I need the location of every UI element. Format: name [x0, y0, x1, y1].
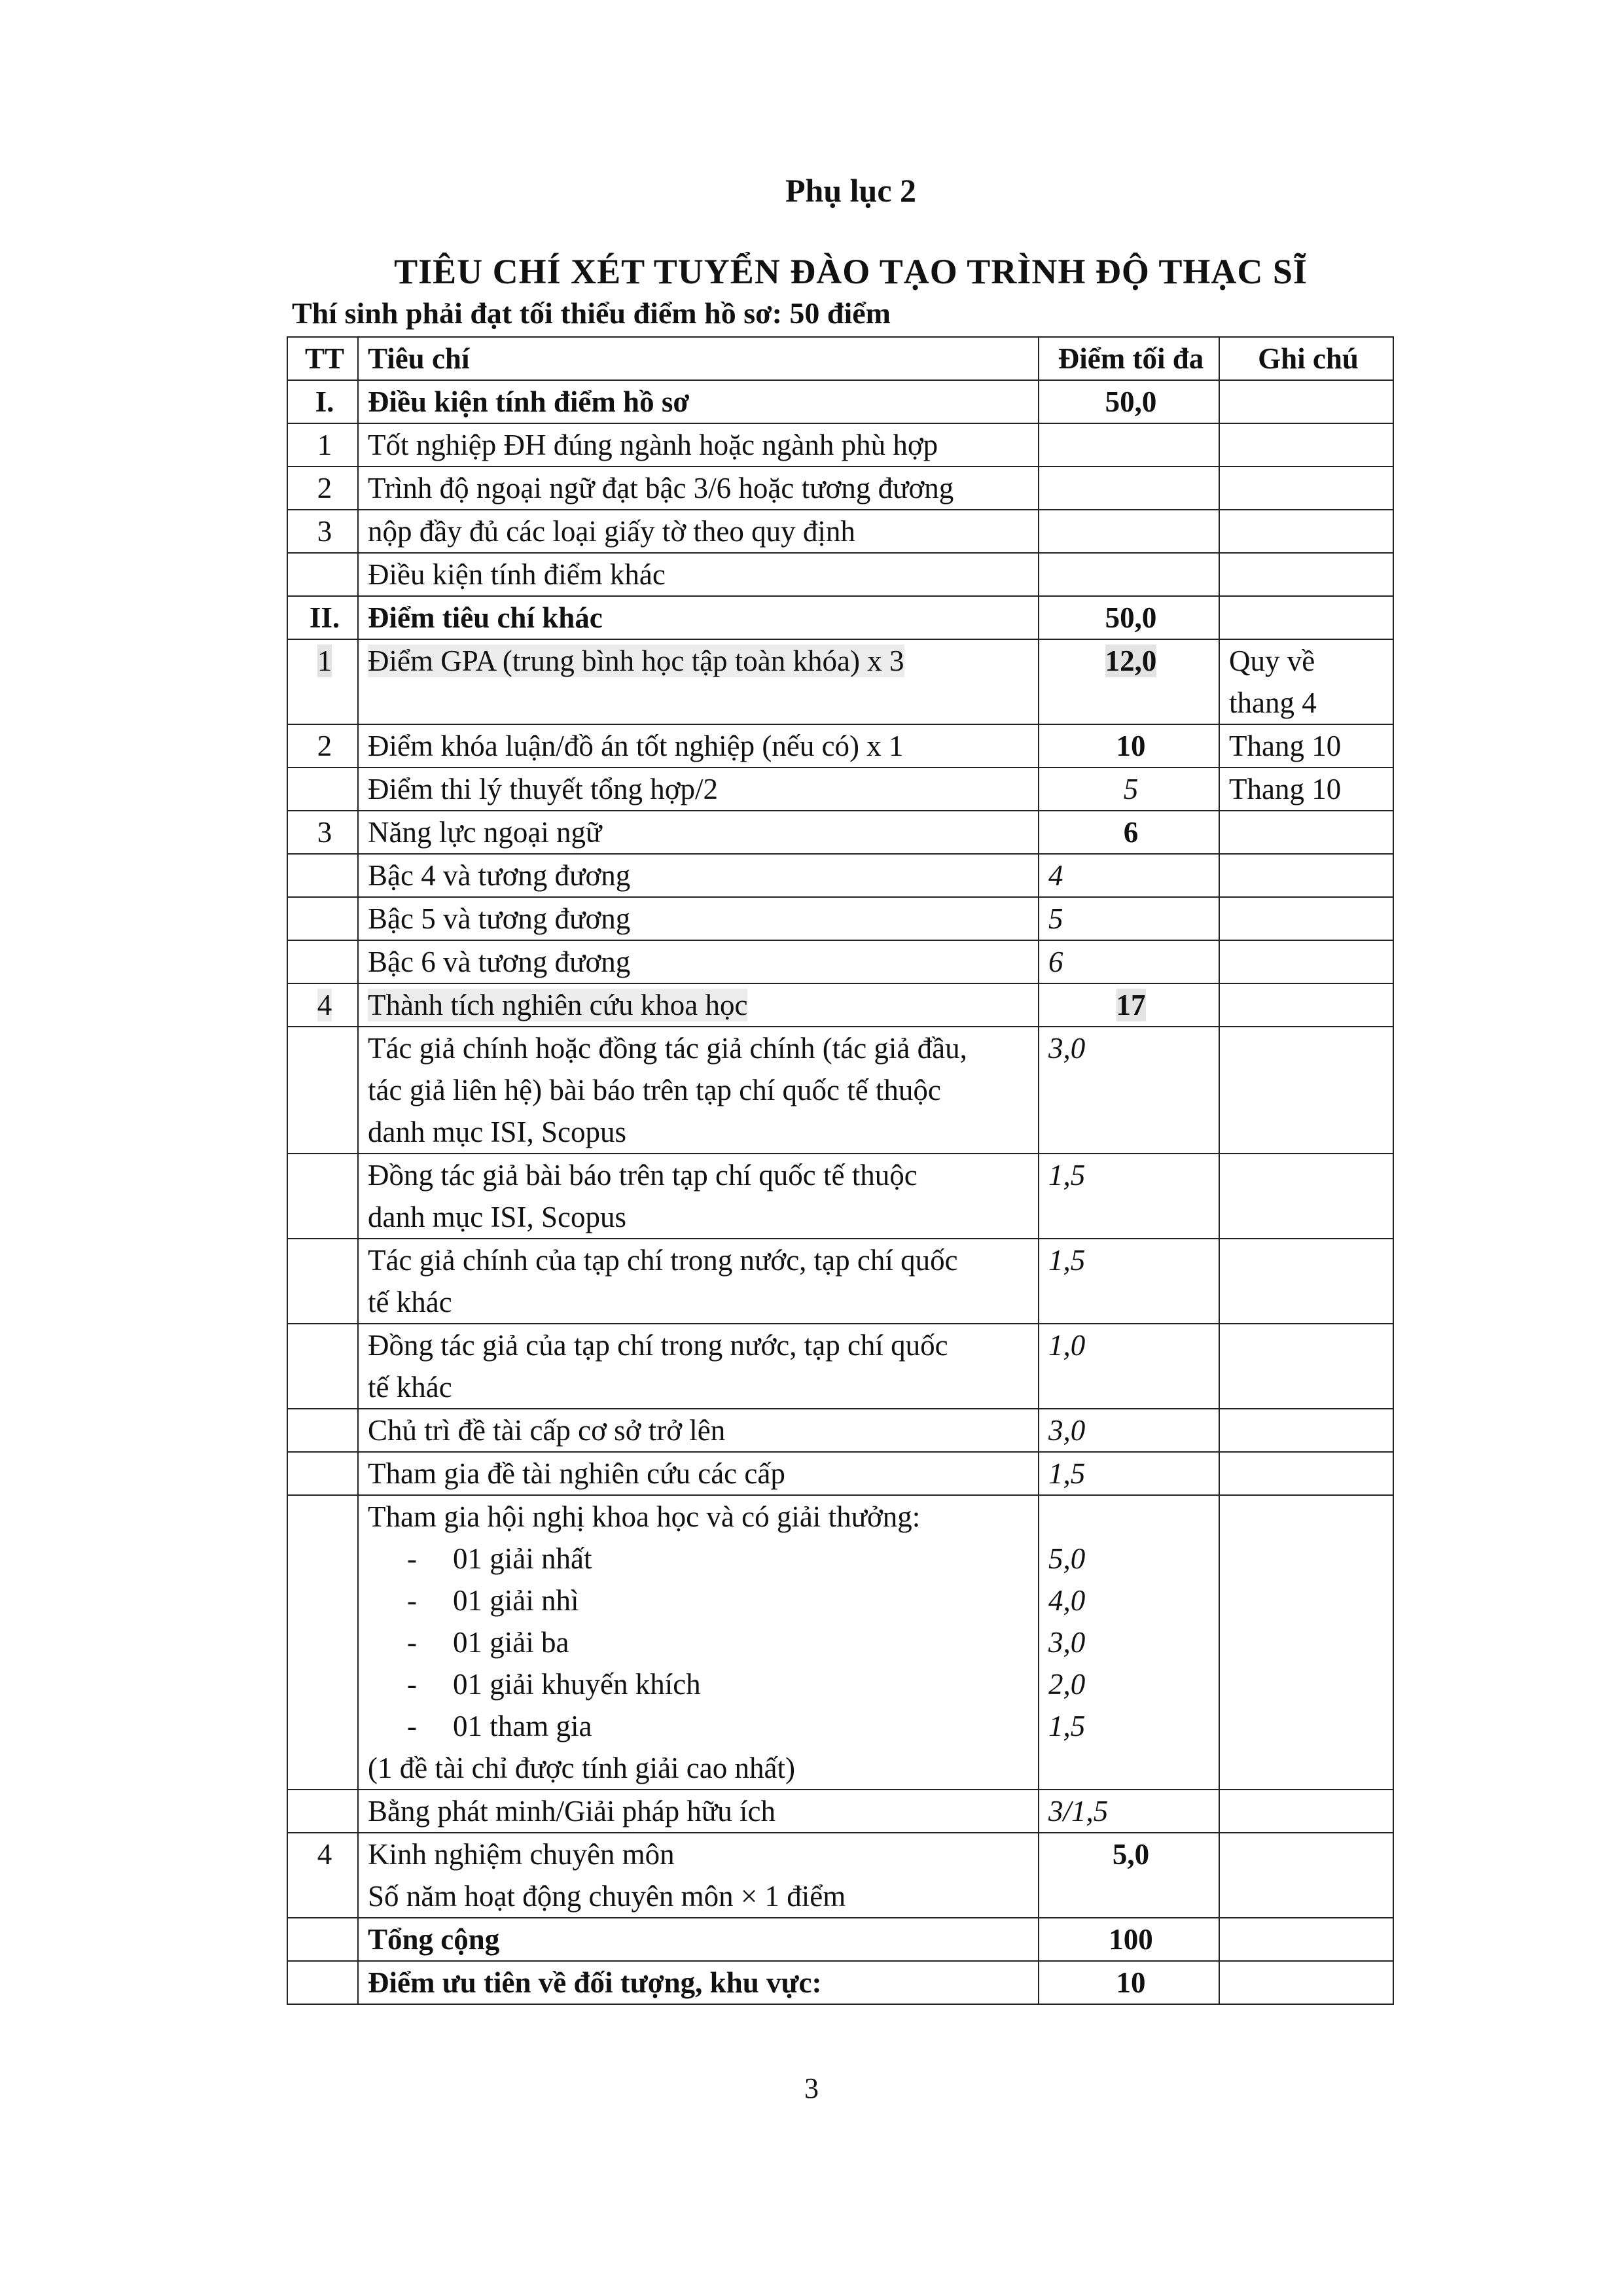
patent-score: 3/1,5 — [1039, 1790, 1219, 1833]
row-tt: 1 — [287, 423, 358, 467]
experience-label — [358, 1833, 1039, 1918]
prize-label: 01 giải khuyến khích — [453, 1668, 701, 1701]
appendix-label: Phụ lục 2 — [785, 172, 917, 209]
thesis-label: Điểm khóa luận/đồ án tốt nghiệp (nếu có) x 1 — [358, 724, 1039, 768]
row-label: nộp đầy đủ các loại giấy tờ theo quy định — [358, 510, 1039, 553]
thesis-note: Thang 10 — [1219, 724, 1393, 768]
text-line: Đồng tác giả bài báo trên tạp chí quốc tế thuộc — [368, 1159, 918, 1192]
theory-tt — [287, 768, 358, 811]
minimum-score-note: Thí sinh phải đạt tối thiểu điểm hồ sơ: 50 điểm — [292, 296, 891, 330]
section-1-note — [1219, 380, 1393, 423]
row-note — [1219, 1918, 1393, 1961]
language-level-score: 4 — [1039, 854, 1219, 897]
text-line: Số năm hoạt động chuyên môn × 1 điểm — [368, 1880, 846, 1913]
conference-scores — [1039, 1495, 1219, 1790]
row-note — [1219, 1324, 1393, 1409]
row-tt — [287, 1409, 358, 1452]
header-criterion: Tiêu chí — [358, 337, 1039, 380]
research-item-row — [287, 1409, 1393, 1452]
row-tt: 2 — [287, 467, 358, 510]
prize-score: 4,0 — [1048, 1584, 1086, 1617]
thesis-score: 10 — [1039, 724, 1219, 768]
section-1-label: Điều kiện tính điểm hồ sơ — [358, 380, 1039, 423]
patent-row — [287, 1790, 1393, 1833]
theory-label: Điểm thi lý thuyết tổng hợp/2 — [358, 768, 1039, 811]
gpa-score-cell — [1039, 639, 1219, 724]
table-row — [287, 423, 1393, 467]
row-tt — [287, 1790, 358, 1833]
research-item-label: Tham gia đề tài nghiên cứu các cấp — [358, 1452, 1039, 1495]
research-score-cell — [1039, 983, 1219, 1027]
language-level-row — [287, 854, 1393, 897]
row-tt — [287, 1452, 358, 1495]
research-note — [1219, 983, 1393, 1027]
research-item-score: 1,0 — [1039, 1324, 1219, 1409]
research-item-row — [287, 1027, 1393, 1154]
gpa-note-line1: Quy về — [1229, 645, 1315, 677]
row-note — [1219, 940, 1393, 983]
row-note — [1219, 1409, 1393, 1452]
language-tt: 3 — [287, 811, 358, 854]
gpa-score: 12,0 — [1105, 645, 1157, 677]
row-score — [1039, 553, 1219, 596]
section-1-row — [287, 380, 1393, 423]
prize-item: - 01 tham gia — [407, 1710, 592, 1742]
experience-tt: 4 — [287, 1833, 358, 1918]
row-note — [1219, 1452, 1393, 1495]
table-row — [287, 510, 1393, 553]
research-item-label — [358, 1239, 1039, 1324]
row-tt — [287, 1324, 358, 1409]
research-tt-text: 4 — [317, 989, 332, 1021]
row-note — [1219, 467, 1393, 510]
row-tt — [287, 1154, 358, 1239]
row-note — [1219, 423, 1393, 467]
language-level-score: 6 — [1039, 940, 1219, 983]
prize-item: - 01 giải ba — [407, 1626, 569, 1659]
row-note — [1219, 1239, 1393, 1324]
conference-label: Tham gia hội nghị khoa học và có giải thưởng: — [368, 1500, 921, 1533]
research-row — [287, 983, 1393, 1027]
row-note — [1219, 553, 1393, 596]
conference-footnote: (1 đề tài chỉ được tính giải cao nhất) — [368, 1752, 795, 1784]
page-number: 3 — [804, 2072, 819, 2104]
prize-label: 01 tham gia — [453, 1710, 592, 1742]
priority-label: Điểm ưu tiên về đối tượng, khu vực: — [358, 1961, 1039, 2004]
gpa-row — [287, 639, 1393, 724]
row-score — [1039, 510, 1219, 553]
theory-note: Thang 10 — [1219, 768, 1393, 811]
language-level-label: Bậc 4 và tương đương — [358, 854, 1039, 897]
research-label: Thành tích nghiên cứu khoa học — [368, 989, 748, 1021]
thesis-tt: 2 — [287, 724, 358, 768]
row-note — [1219, 854, 1393, 897]
research-item-label — [358, 1324, 1039, 1409]
section-1-tt: I. — [287, 380, 358, 423]
row-tt — [287, 1961, 358, 2004]
text-line: Kinh nghiệm chuyên môn — [368, 1838, 675, 1871]
row-note — [1219, 1495, 1393, 1790]
row-score — [1039, 467, 1219, 510]
research-label-cell — [358, 983, 1039, 1027]
text-line: Tác giả chính của tạp chí trong nước, tạp chí quốc — [368, 1244, 958, 1277]
criteria-table — [287, 336, 1394, 2005]
total-score: 100 — [1039, 1918, 1219, 1961]
document-title: TIÊU CHÍ XÉT TUYỂN ĐÀO TẠO TRÌNH ĐỘ THẠC SĨ — [394, 252, 1308, 291]
prize-item: - 01 giải nhất — [407, 1542, 592, 1575]
research-item-row — [287, 1154, 1393, 1239]
text-line: tế khác — [368, 1286, 452, 1318]
research-item-label — [358, 1027, 1039, 1154]
row-tt — [287, 940, 358, 983]
text-line: Tác giả chính hoặc đồng tác giả chính (tác giả đầu, — [368, 1032, 967, 1065]
header-note: Ghi chú — [1219, 337, 1393, 380]
priority-row — [287, 1961, 1393, 2004]
theory-score: 5 — [1039, 768, 1219, 811]
section-1-score: 50,0 — [1039, 380, 1219, 423]
section-2-label: Điểm tiêu chí khác — [358, 596, 1039, 639]
row-tt — [287, 553, 358, 596]
prize-item: - 01 giải nhì — [407, 1584, 579, 1617]
prize-score: 5,0 — [1048, 1542, 1086, 1575]
row-label: Tốt nghiệp ĐH đúng ngành hoặc ngành phù hợp — [358, 423, 1039, 467]
table-row — [287, 467, 1393, 510]
row-label: Điều kiện tính điểm khác — [358, 553, 1039, 596]
section-2-row — [287, 596, 1393, 639]
language-row — [287, 811, 1393, 854]
gpa-label: Điểm GPA (trung bình học tập toàn khóa) x 3 — [368, 645, 904, 677]
header-max-score: Điểm tối đa — [1039, 337, 1219, 380]
row-tt — [287, 1027, 358, 1154]
thesis-row — [287, 724, 1393, 768]
gpa-tt — [287, 639, 358, 724]
row-note — [1219, 1833, 1393, 1918]
language-note — [1219, 811, 1393, 854]
language-label: Năng lực ngoại ngữ — [358, 811, 1039, 854]
gpa-label-cell — [358, 639, 1039, 724]
experience-row — [287, 1833, 1393, 1918]
section-2-note — [1219, 596, 1393, 639]
section-2-tt: II. — [287, 596, 358, 639]
section-2-score: 50,0 — [1039, 596, 1219, 639]
text-line: danh mục ISI, Scopus — [368, 1116, 626, 1148]
total-row — [287, 1918, 1393, 1961]
language-level-score: 5 — [1039, 897, 1219, 940]
research-item-label: Chủ trì đề tài cấp cơ sở trở lên — [358, 1409, 1039, 1452]
research-tt — [287, 983, 358, 1027]
research-item-score: 1,5 — [1039, 1452, 1219, 1495]
research-item-row — [287, 1239, 1393, 1324]
row-note — [1219, 1027, 1393, 1154]
language-level-label: Bậc 6 và tương đương — [358, 940, 1039, 983]
row-tt — [287, 897, 358, 940]
row-note — [1219, 510, 1393, 553]
row-note — [1219, 1961, 1393, 2004]
language-level-label: Bậc 5 và tương đương — [358, 897, 1039, 940]
row-tt: 3 — [287, 510, 358, 553]
row-tt — [287, 1495, 358, 1790]
table-row — [287, 553, 1393, 596]
research-score: 17 — [1116, 989, 1146, 1021]
conference-label-cell — [358, 1495, 1039, 1790]
research-item-score: 1,5 — [1039, 1154, 1219, 1239]
research-item-label — [358, 1154, 1039, 1239]
language-level-row — [287, 897, 1393, 940]
table-header-row — [287, 337, 1393, 380]
row-note — [1219, 1154, 1393, 1239]
research-item-row — [287, 1452, 1393, 1495]
prize-label: 01 giải ba — [453, 1626, 569, 1659]
header-tt: TT — [287, 337, 358, 380]
research-item-score: 3,0 — [1039, 1027, 1219, 1154]
language-level-row — [287, 940, 1393, 983]
prize-label: 01 giải nhì — [453, 1584, 579, 1617]
research-item-score: 3,0 — [1039, 1409, 1219, 1452]
prize-score: 2,0 — [1048, 1668, 1086, 1701]
total-label: Tổng cộng — [358, 1918, 1039, 1961]
priority-score: 10 — [1039, 1961, 1219, 2004]
row-note — [1219, 897, 1393, 940]
research-item-score: 1,5 — [1039, 1239, 1219, 1324]
prize-score: 1,5 — [1048, 1710, 1086, 1742]
conference-row — [287, 1495, 1393, 1790]
row-note — [1219, 1790, 1393, 1833]
row-label: Trình độ ngoại ngữ đạt bậc 3/6 hoặc tương đương — [358, 467, 1039, 510]
row-score — [1039, 423, 1219, 467]
prize-score: 3,0 — [1048, 1626, 1086, 1659]
theory-row — [287, 768, 1393, 811]
experience-score: 5,0 — [1039, 1833, 1219, 1918]
gpa-note — [1219, 639, 1393, 724]
prize-item: - 01 giải khuyến khích — [407, 1668, 701, 1701]
text-line: danh mục ISI, Scopus — [368, 1201, 626, 1233]
row-tt — [287, 854, 358, 897]
research-item-row — [287, 1324, 1393, 1409]
text-line: tác giả liên hệ) bài báo trên tạp chí quốc tế thuộc — [368, 1074, 941, 1106]
row-tt — [287, 1239, 358, 1324]
row-tt — [287, 1918, 358, 1961]
text-line: tế khác — [368, 1371, 452, 1404]
gpa-tt-text: 1 — [317, 645, 332, 677]
gpa-note-line2: thang 4 — [1229, 686, 1317, 719]
text-line: Đồng tác giả của tạp chí trong nước, tạp chí quốc — [368, 1329, 948, 1362]
patent-label: Bằng phát minh/Giải pháp hữu ích — [358, 1790, 1039, 1833]
language-score: 6 — [1039, 811, 1219, 854]
prize-label: 01 giải nhất — [453, 1542, 592, 1575]
